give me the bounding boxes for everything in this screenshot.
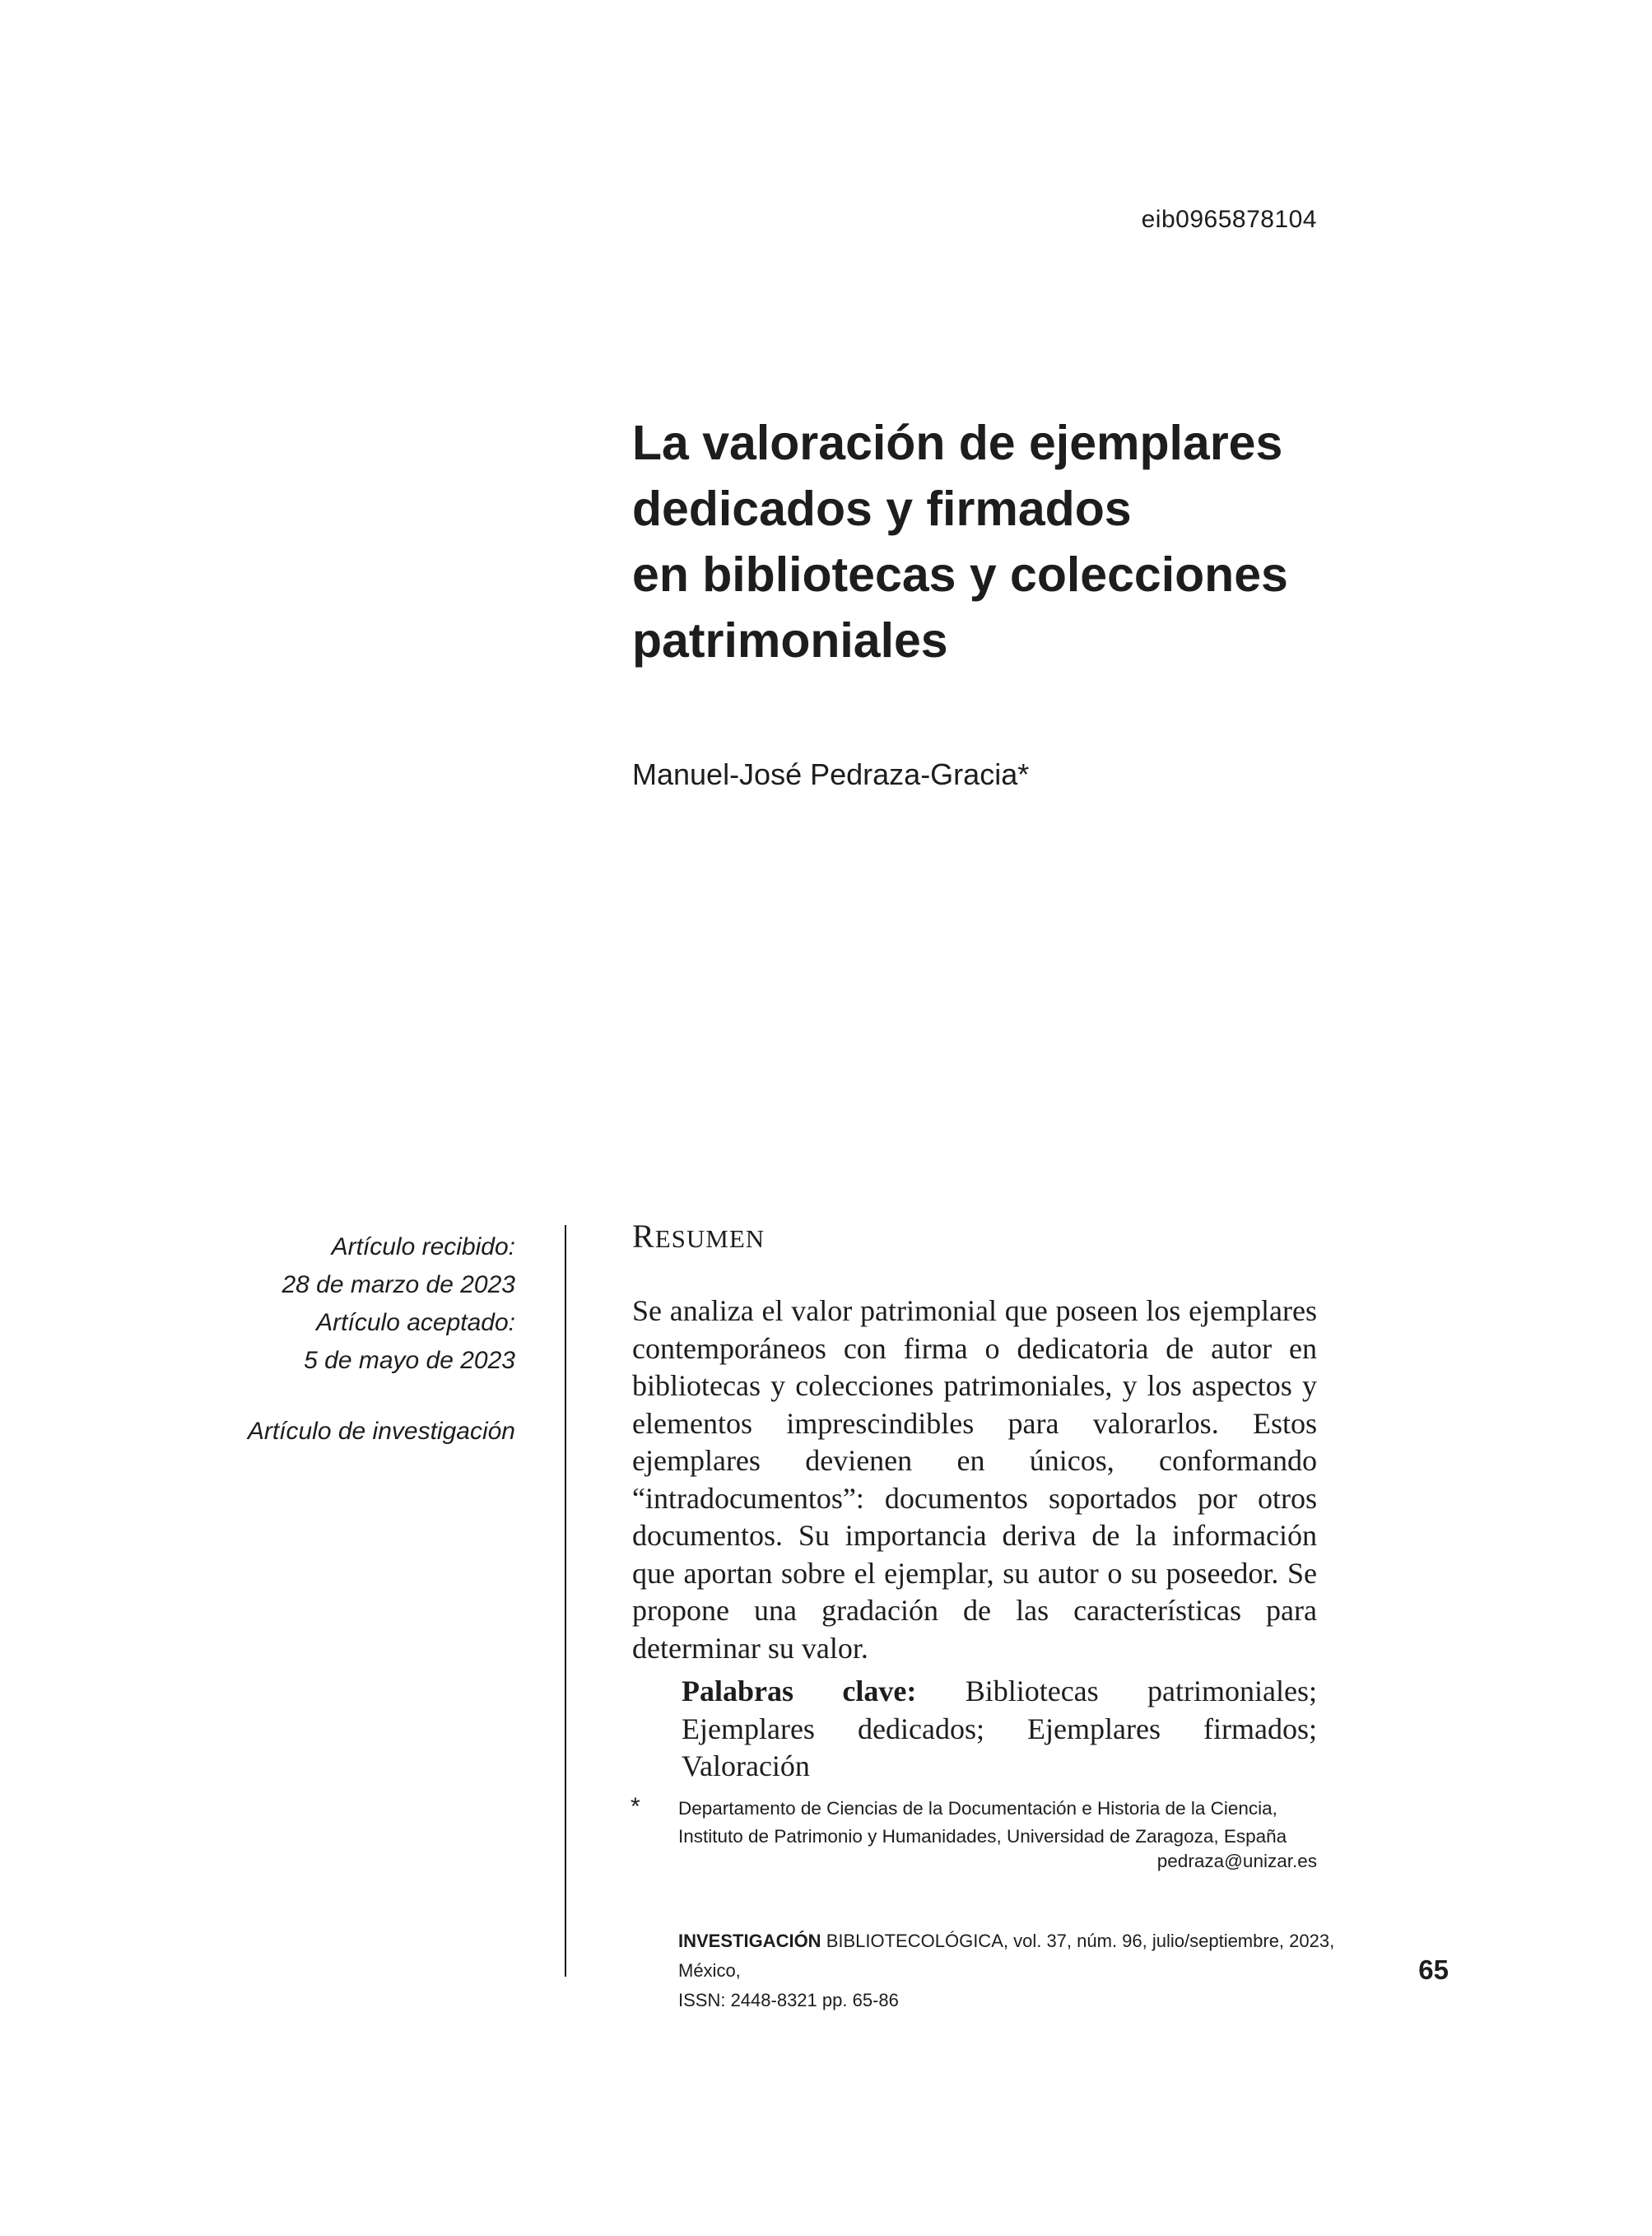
article-dates <box>247 1228 515 1451</box>
received-label: Artículo recibido: <box>331 1233 515 1260</box>
author-email: pedraza@unizar.es <box>1156 1851 1317 1871</box>
abstract-heading-initial: R <box>632 1218 655 1255</box>
page-number: 65 <box>1418 1954 1449 1985</box>
journal-line <box>678 1926 1337 1986</box>
abstract-heading-rest: ESUMEN <box>654 1224 766 1253</box>
journal-details: , vol. 37, núm. 96, julio/septiembre, 2023, México, <box>678 1931 1335 1981</box>
accepted-date: 5 de mayo de 2023 <box>304 1347 515 1374</box>
keywords-text: Bibliotecas patrimoniales; Ejemplares dedicados; Ejemplares firmados; Valoración <box>682 1675 1317 1782</box>
title-line: patrimoniales <box>632 613 948 668</box>
document-id: eib0965878104 <box>1141 206 1317 233</box>
keywords <box>682 1673 1317 1786</box>
journal-name-rest: BIBLIOTECOLÓGICA <box>826 1931 1003 1951</box>
journal-issn: ISSN: 2448-8321 pp. 65-86 <box>678 1990 899 2010</box>
article-title <box>632 410 1373 673</box>
footnote-affiliation: Departamento de Ciencias de la Documentación e Historia de la Ciencia, Instituto de Patrimonio y Humanidades, Universidad de Zaragoza, España <box>678 1798 1287 1847</box>
journal-name-bold: INVESTIGACIÓN <box>678 1931 821 1951</box>
journal-citation <box>678 1926 1337 2015</box>
author-name: Manuel-José Pedraza-Gracia* <box>632 757 1030 791</box>
abstract-heading <box>632 1217 765 1255</box>
received-date: 28 de marzo de 2023 <box>282 1271 515 1298</box>
footnote-marker: * <box>631 1793 640 1820</box>
keywords-label: Palabras clave: <box>682 1675 917 1707</box>
article-type: Artículo de investigación <box>247 1418 515 1445</box>
title-line: dedicados y firmados <box>632 482 1132 536</box>
abstract-text: Se analiza el valor patrimonial que poseen los ejemplares contemporáneos con firma o dedicatoria de autor en bibliotecas y colecciones patrimoniales, y los aspectos y elementos imprescindibles para valorarlos. Estos ejemplares devienen en únicos, conformando “intradocumentos”: documentos soportados por otros documentos. Su importancia deriva de la información que aportan sobre el ejemplar, su autor o su poseedor. Se propone una gradación de las características para determinar su valor. <box>632 1294 1317 1665</box>
vertical-divider <box>565 1225 566 1977</box>
accepted-label: Artículo aceptado: <box>316 1309 515 1336</box>
title-line: La valoración de ejemplares <box>632 416 1283 470</box>
title-line: en bibliotecas y colecciones <box>632 547 1288 602</box>
